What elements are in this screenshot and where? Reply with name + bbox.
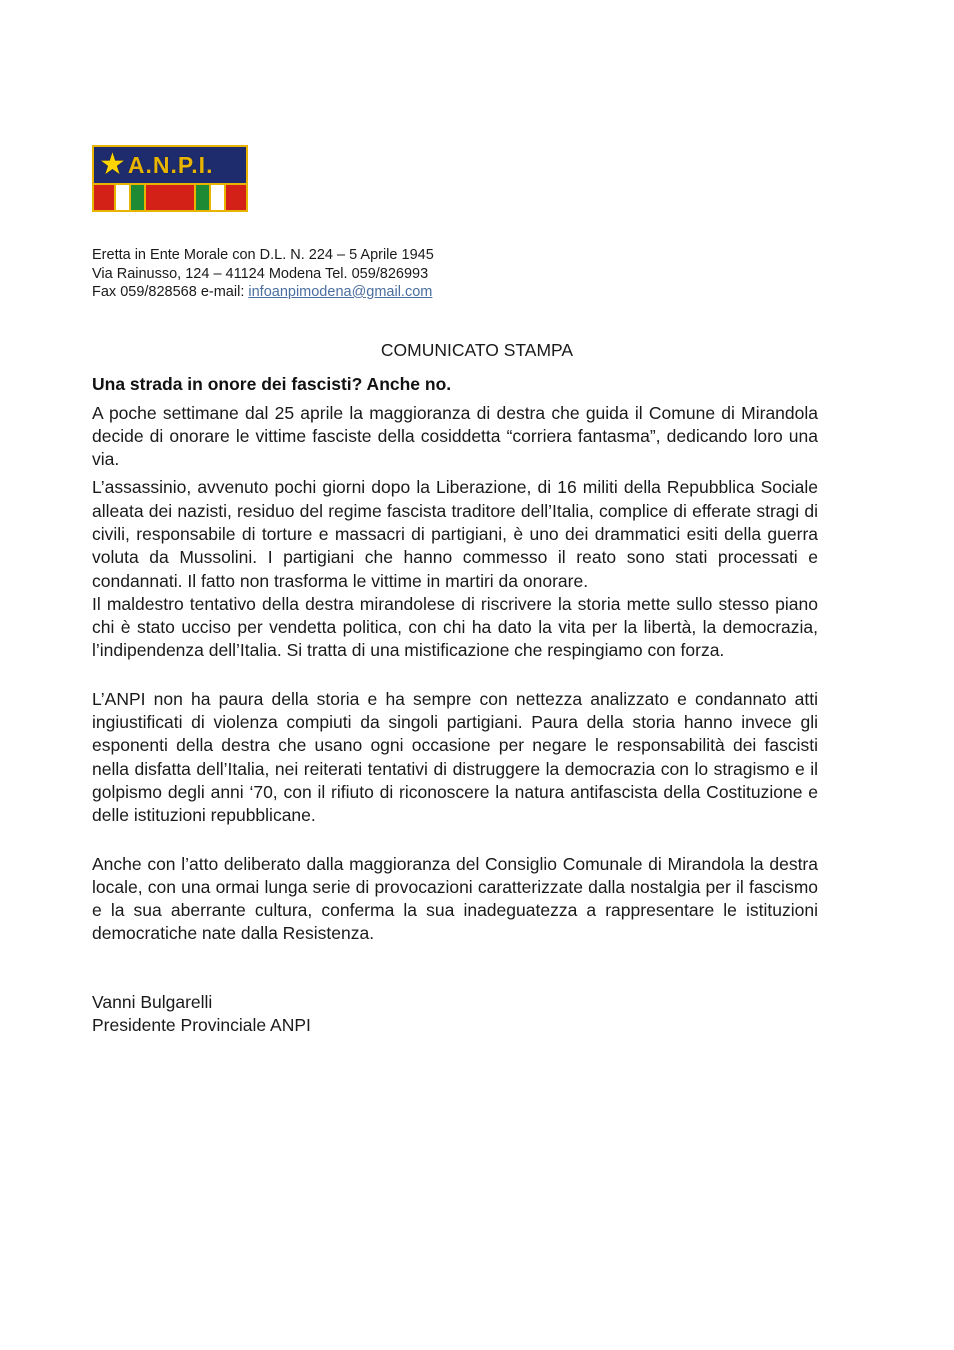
letterhead-line-3 <box>92 283 818 302</box>
press-release-title: COMUNICATO STAMPA <box>380 339 574 360</box>
body-paragraph: L’ANPI non ha paura della storia e ha sempre con nettezza analizzato e condannato atti ingiustificati di violenza compiuti da singoli partigiani. Paura della storia hanno invece gli esponenti della destra che usano ogni occasione per negare le responsabilità dei fascisti nella disfatta dell’Italia, nei reiterati tentativi di distruggere la democrazia con lo stragismo e il golpismo degli anni ‘70, con il rifiuto di riconoscere la natura antifascista della Costituzione e delle istituzioni repubblicane. <box>92 688 818 826</box>
ribbon-stripe-red <box>94 185 114 210</box>
letterhead <box>92 246 818 302</box>
body-paragraph: A poche settimane dal 25 aprile la maggioranza di destra che guida il Comune di Mirandola decide di onorare le vittime fasciste della cosiddetta “corriera fantasma”, dedicando loro una via. <box>92 402 818 470</box>
email-link[interactable]: infoanpimodena@gmail.com <box>248 284 433 300</box>
article-heading: Una strada in onore dei fascisti? Anche no. <box>92 373 452 394</box>
anpi-logo <box>92 145 248 212</box>
ribbon-stripe-white <box>116 185 129 210</box>
letterhead-line-1: Eretta in Ente Morale con D.L. N. 224 – 5 Aprile 1945 <box>92 247 434 263</box>
body-paragraph: Anche con l’atto deliberato dalla maggioranza del Consiglio Comunale di Mirandola la destra locale, con una ormai lunga serie di provocazioni caratterizzate dalla nostalgia per il fascismo e la sua aberrante cultura, conferma la sua inadeguatezza a rappresentare le istituzioni democratiche nate dalla Resistenza. <box>92 853 818 944</box>
signature-name: Vanni Bulgarelli <box>92 991 213 1012</box>
ribbon-stripe-red <box>226 185 246 210</box>
body-paragraph: L’assassinio, avvenuto pochi giorni dopo la Liberazione, di 16 militi della Repubblica Sociale alleata dei nazisti, residuo del regime fascista traditore dell’Italia, complice di efferate stragi di civili, responsabile di torture e massacri di partigiani, è uno dei drammatici esiti della guerra voluta da Mussolini. I partigiani che hanno commesso il reato sono stati processati e condannati. Il fatto non trasforma le vittime in martiri da onorare. <box>92 477 818 591</box>
star-icon: ★ <box>99 148 126 181</box>
ribbon-stripe-red-wide <box>146 185 194 210</box>
anpi-acronym: A.N.P.I. <box>127 151 214 178</box>
signature-block <box>92 991 818 1038</box>
body-paragraph: Il maldestro tentativo della destra mirandolese di riscrivere la storia mette sullo stesso piano chi è stato ucciso per vendetta politica, con chi ha dato la vita per la libertà, la democrazia, l’indipendenza dell’Italia. Si tratta di una mistificazione che respingiamo con forza. <box>92 593 818 661</box>
ribbon-stripe-green <box>196 185 209 210</box>
letterhead-fax-prefix: Fax 059/828568 e-mail: <box>92 284 249 300</box>
ribbon-stripe-green <box>131 185 144 210</box>
signature-role: Presidente Provinciale ANPI <box>92 1015 311 1036</box>
italian-ribbon <box>94 185 246 210</box>
letterhead-line-2: Via Rainusso, 124 – 41124 Modena Tel. 059/826993 <box>92 265 429 282</box>
anpi-logo-top-bar <box>94 147 246 185</box>
ribbon-stripe-white <box>211 185 224 210</box>
